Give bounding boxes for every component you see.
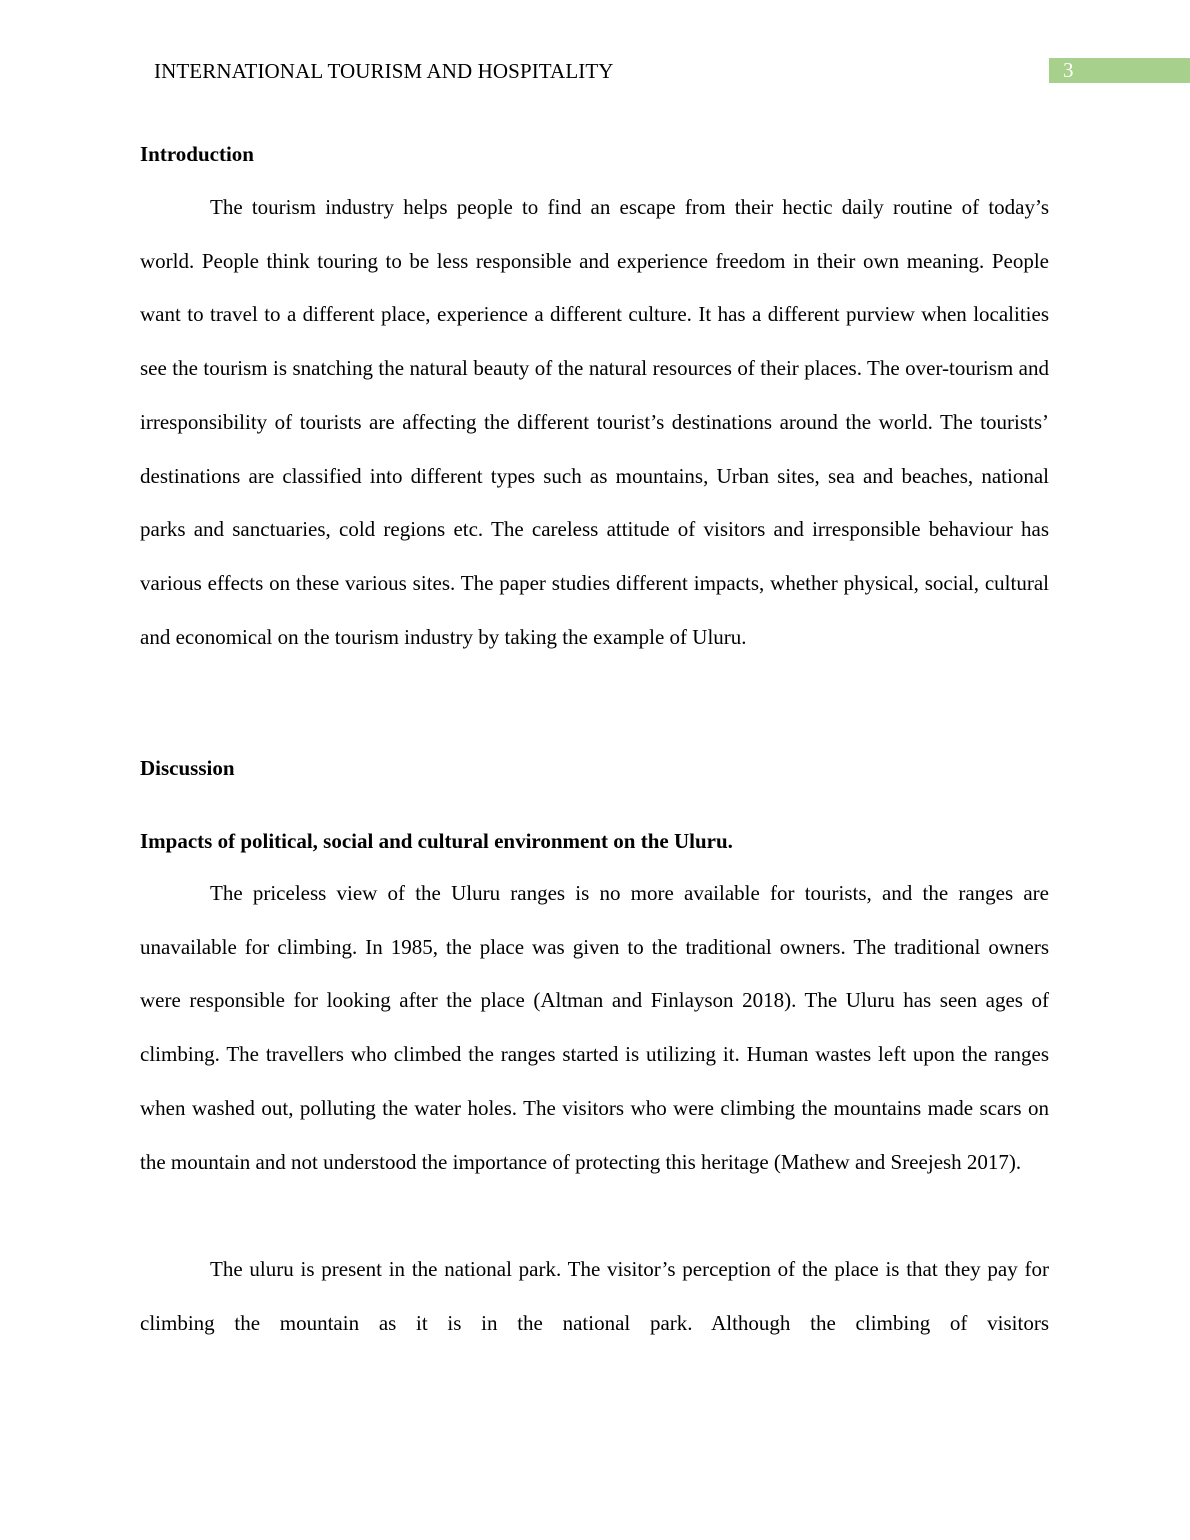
page-number-band (1049, 58, 1190, 83)
running-head-title: INTERNATIONAL TOURISM AND HOSPITALITY (154, 59, 614, 83)
heading-discussion: Discussion (140, 756, 235, 780)
paragraph-impacts-2: The uluru is present in the national park. The visitor’s perception of the place is that they pay for climbing the mountain as it is in the national park. Although the climbing of visitors (140, 1257, 1049, 1335)
heading-introduction: Introduction (140, 142, 254, 166)
subheading-impacts: Impacts of political, social and cultural environment on the Uluru. (140, 829, 733, 853)
paragraph-impacts-1: The priceless view of the Uluru ranges is no more available for tourists, and the ranges are unavailable for climbing. In 1985, the place was given to the traditional owners. The traditional owners were responsible for looking after the place (Altman and Finlayson 2018). The Uluru has seen ages of climbing. The travellers who climbed the ranges started is utilizing it. Human wastes left upon the ranges when washed out, polluting the water holes. The visitors who were climbing the mountains made scars on the mountain and not understood the importance of protecting this heritage (Mathew and Sreejesh 2017). (140, 881, 1049, 1174)
paragraph-introduction: The tourism industry helps people to find an escape from their hectic daily routine of today’s world. People think touring to be less responsible and experience freedom in their own meaning. People want to travel to a different place, experience a different culture. It has a different purview when localities see the tourism is snatching the natural beauty of the natural resources of their places. The over-tourism and irresponsibility of tourists are affecting the different tourist’s destinations around the world. The tourists’ destinations are classified into different types such as mountains, Urban sites, sea and beaches, national parks and sanctuaries, cold regions etc. The careless attitude of visitors and irresponsible behaviour has various effects on these various sites. The paper studies different impacts, whether physical, social, cultural and economical on the tourism industry by taking the example of Uluru. (140, 195, 1049, 649)
page-number: 3 (1063, 58, 1074, 82)
